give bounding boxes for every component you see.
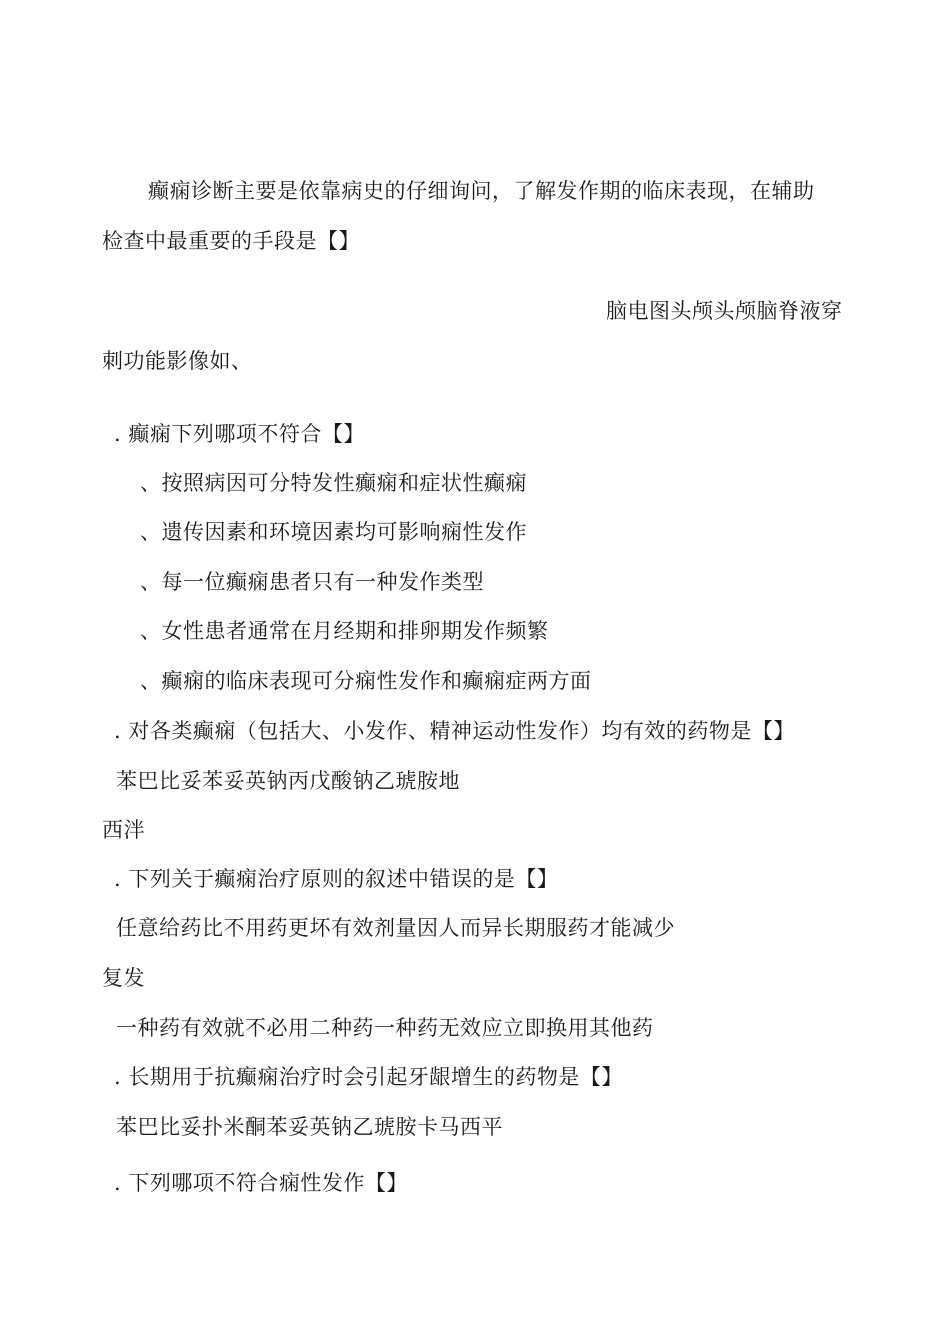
option-line: 、按照病因可分特发性癫痫和症状性癫痫 <box>140 471 527 495</box>
option-line: 、遗传因素和环境因素均可影响痫性发作 <box>140 520 527 544</box>
question-title: . 长期用于抗癫痫治疗时会引起牙龈增生的药物是【】 <box>114 1065 623 1089</box>
question-title: . 对各类癫痫（包括大、小发作、精神运动性发作）均有效的药物是【】 <box>114 719 795 743</box>
options-line: 苯巴比妥苯妥英钠丙戊酸钠乙琥胺地 <box>116 769 460 793</box>
options-line-wrap: 西泮 <box>102 818 145 842</box>
option-line: 、癫痫的临床表现可分痫性发作和癫痫症两方面 <box>140 669 592 693</box>
question-title: . 下列关于癫痫治疗原则的叙述中错误的是【】 <box>114 867 559 891</box>
option-line: 、女性患者通常在月经期和排卵期发作频繁 <box>140 619 549 643</box>
options-line-2: 刺功能影像如、 <box>102 349 253 373</box>
question-title: . 癫痫下列哪项不符合【】 <box>114 422 365 446</box>
options-line: 一种药有效就不必用二种药一种药无效应立即换用其他药 <box>116 1016 654 1040</box>
question-title: . 下列哪项不符合痫性发作【】 <box>114 1171 408 1195</box>
option-line: 、每一位癫痫患者只有一种发作类型 <box>140 570 484 594</box>
paragraph-line-1: 癫痫诊断主要是依靠病史的仔细询问，了解发作期的临床表现，在辅助 <box>148 179 815 203</box>
options-line: 任意给药比不用药更坏有效剂量因人而异长期服药才能减少 <box>116 916 675 940</box>
paragraph-line-2: 检查中最重要的手段是【】 <box>102 229 360 253</box>
options-line: 苯巴比妥扑米酮苯妥英钠乙琥胺卡马西平 <box>116 1115 503 1139</box>
options-line-wrap: 复发 <box>102 966 145 990</box>
options-line-1: 脑电图头颅头颅脑脊液穿 <box>606 299 843 323</box>
